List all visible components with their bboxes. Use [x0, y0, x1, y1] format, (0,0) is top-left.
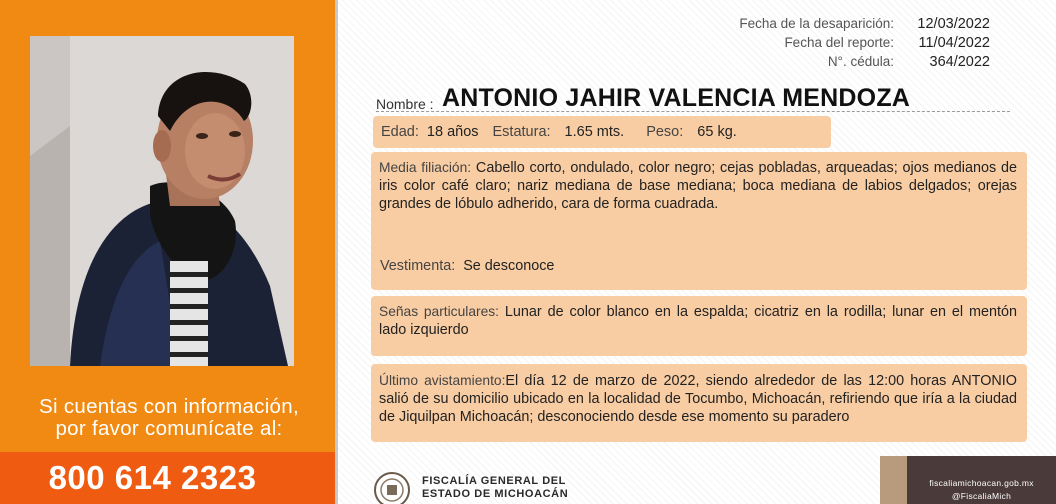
edad-label: Edad: [381, 124, 419, 140]
media-filiacion-text: Cabello corto, ondulado, color negro; cejas pobladas, arqueadas; ojos medianos de iris color café claro; nariz mediana de base mediana; boca mediana de labios delgados; orejas grandes de lóbulo adherido, cara de forma cuadrada. [379, 160, 1017, 212]
vestimenta-text: Se desconoce [463, 258, 555, 274]
vestimenta-label: Vestimenta: [380, 258, 456, 274]
meta-label: N°. cédula: [827, 54, 894, 69]
report-metadata [739, 14, 990, 71]
peso-value: 65 kg. [697, 124, 737, 140]
estatura-label: Estatura: [492, 124, 551, 140]
info-line-2: por favor comunícate al: [55, 417, 283, 440]
fiscalia-seal-icon [372, 470, 412, 504]
meta-value: 364/2022 [929, 53, 990, 70]
person-photo-illustration [30, 36, 294, 366]
meta-row-desaparicion [739, 14, 990, 33]
meta-row-reporte [739, 33, 990, 52]
ultimo-label: Último avistamiento: [379, 373, 506, 388]
phone-number[interactable]: 800 614 2323 [48, 459, 257, 496]
senas-paragraph [371, 296, 1027, 339]
senas-particulares-box [371, 296, 1027, 356]
senas-label: Señas particulares: [379, 304, 499, 319]
missing-person-photo [30, 36, 294, 366]
meta-label: Fecha del reporte: [784, 35, 894, 50]
peso-label: Peso: [646, 124, 684, 140]
org-line-2: ESTADO DE MICHOACÁN [422, 488, 569, 500]
name-label: Nombre : [376, 96, 434, 112]
senas-text: Lunar de color blanco en la espalda; cicatriz en la rodilla; lunar en el mentón lado izquierdo [379, 304, 1017, 338]
ultimo-avistamiento-box [371, 364, 1027, 442]
fiscalia-org-name [422, 475, 568, 501]
meta-value: 12/03/2022 [917, 15, 990, 32]
ultimo-text: El día 12 de marzo de 2022, siendo alrededor de las 12:00 horas ANTONIO salió de su domicilio ubicado en la localidad de Tocumbo, Michoacán, refiriendo que iría a la ciudad de Jiquilpan Michoacán; desconociendo desde ese momento su paradero [379, 373, 1017, 425]
meta-label: Fecha de la desaparición: [739, 16, 894, 31]
media-filiacion-paragraph [371, 152, 1027, 213]
physical-stats-box [373, 116, 831, 148]
social-handle[interactable]: @FiscaliaMich [951, 491, 1012, 501]
website-link[interactable]: fiscaliamichoacan.gob.mx [929, 478, 1034, 488]
org-line-1: FISCALÍA GENERAL DEL [422, 475, 567, 487]
meta-row-cedula [739, 52, 990, 71]
footer-contact-block [907, 456, 1056, 504]
footer-accent [880, 456, 907, 504]
edad-value: 18 años [426, 124, 479, 140]
estatura-value: 1.65 mts. [564, 124, 625, 140]
meta-value: 11/04/2022 [918, 34, 990, 51]
info-line-1: Si cuentas con información, [39, 395, 299, 418]
person-name: ANTONIO JAHIR VALENCIA MENDOZA [442, 84, 911, 112]
media-filiacion-box [371, 152, 1027, 290]
left-panel [0, 0, 338, 504]
media-filiacion-label: Media filiación: [379, 160, 472, 175]
ultimo-paragraph [371, 364, 1027, 426]
vestimenta-row [380, 258, 554, 274]
